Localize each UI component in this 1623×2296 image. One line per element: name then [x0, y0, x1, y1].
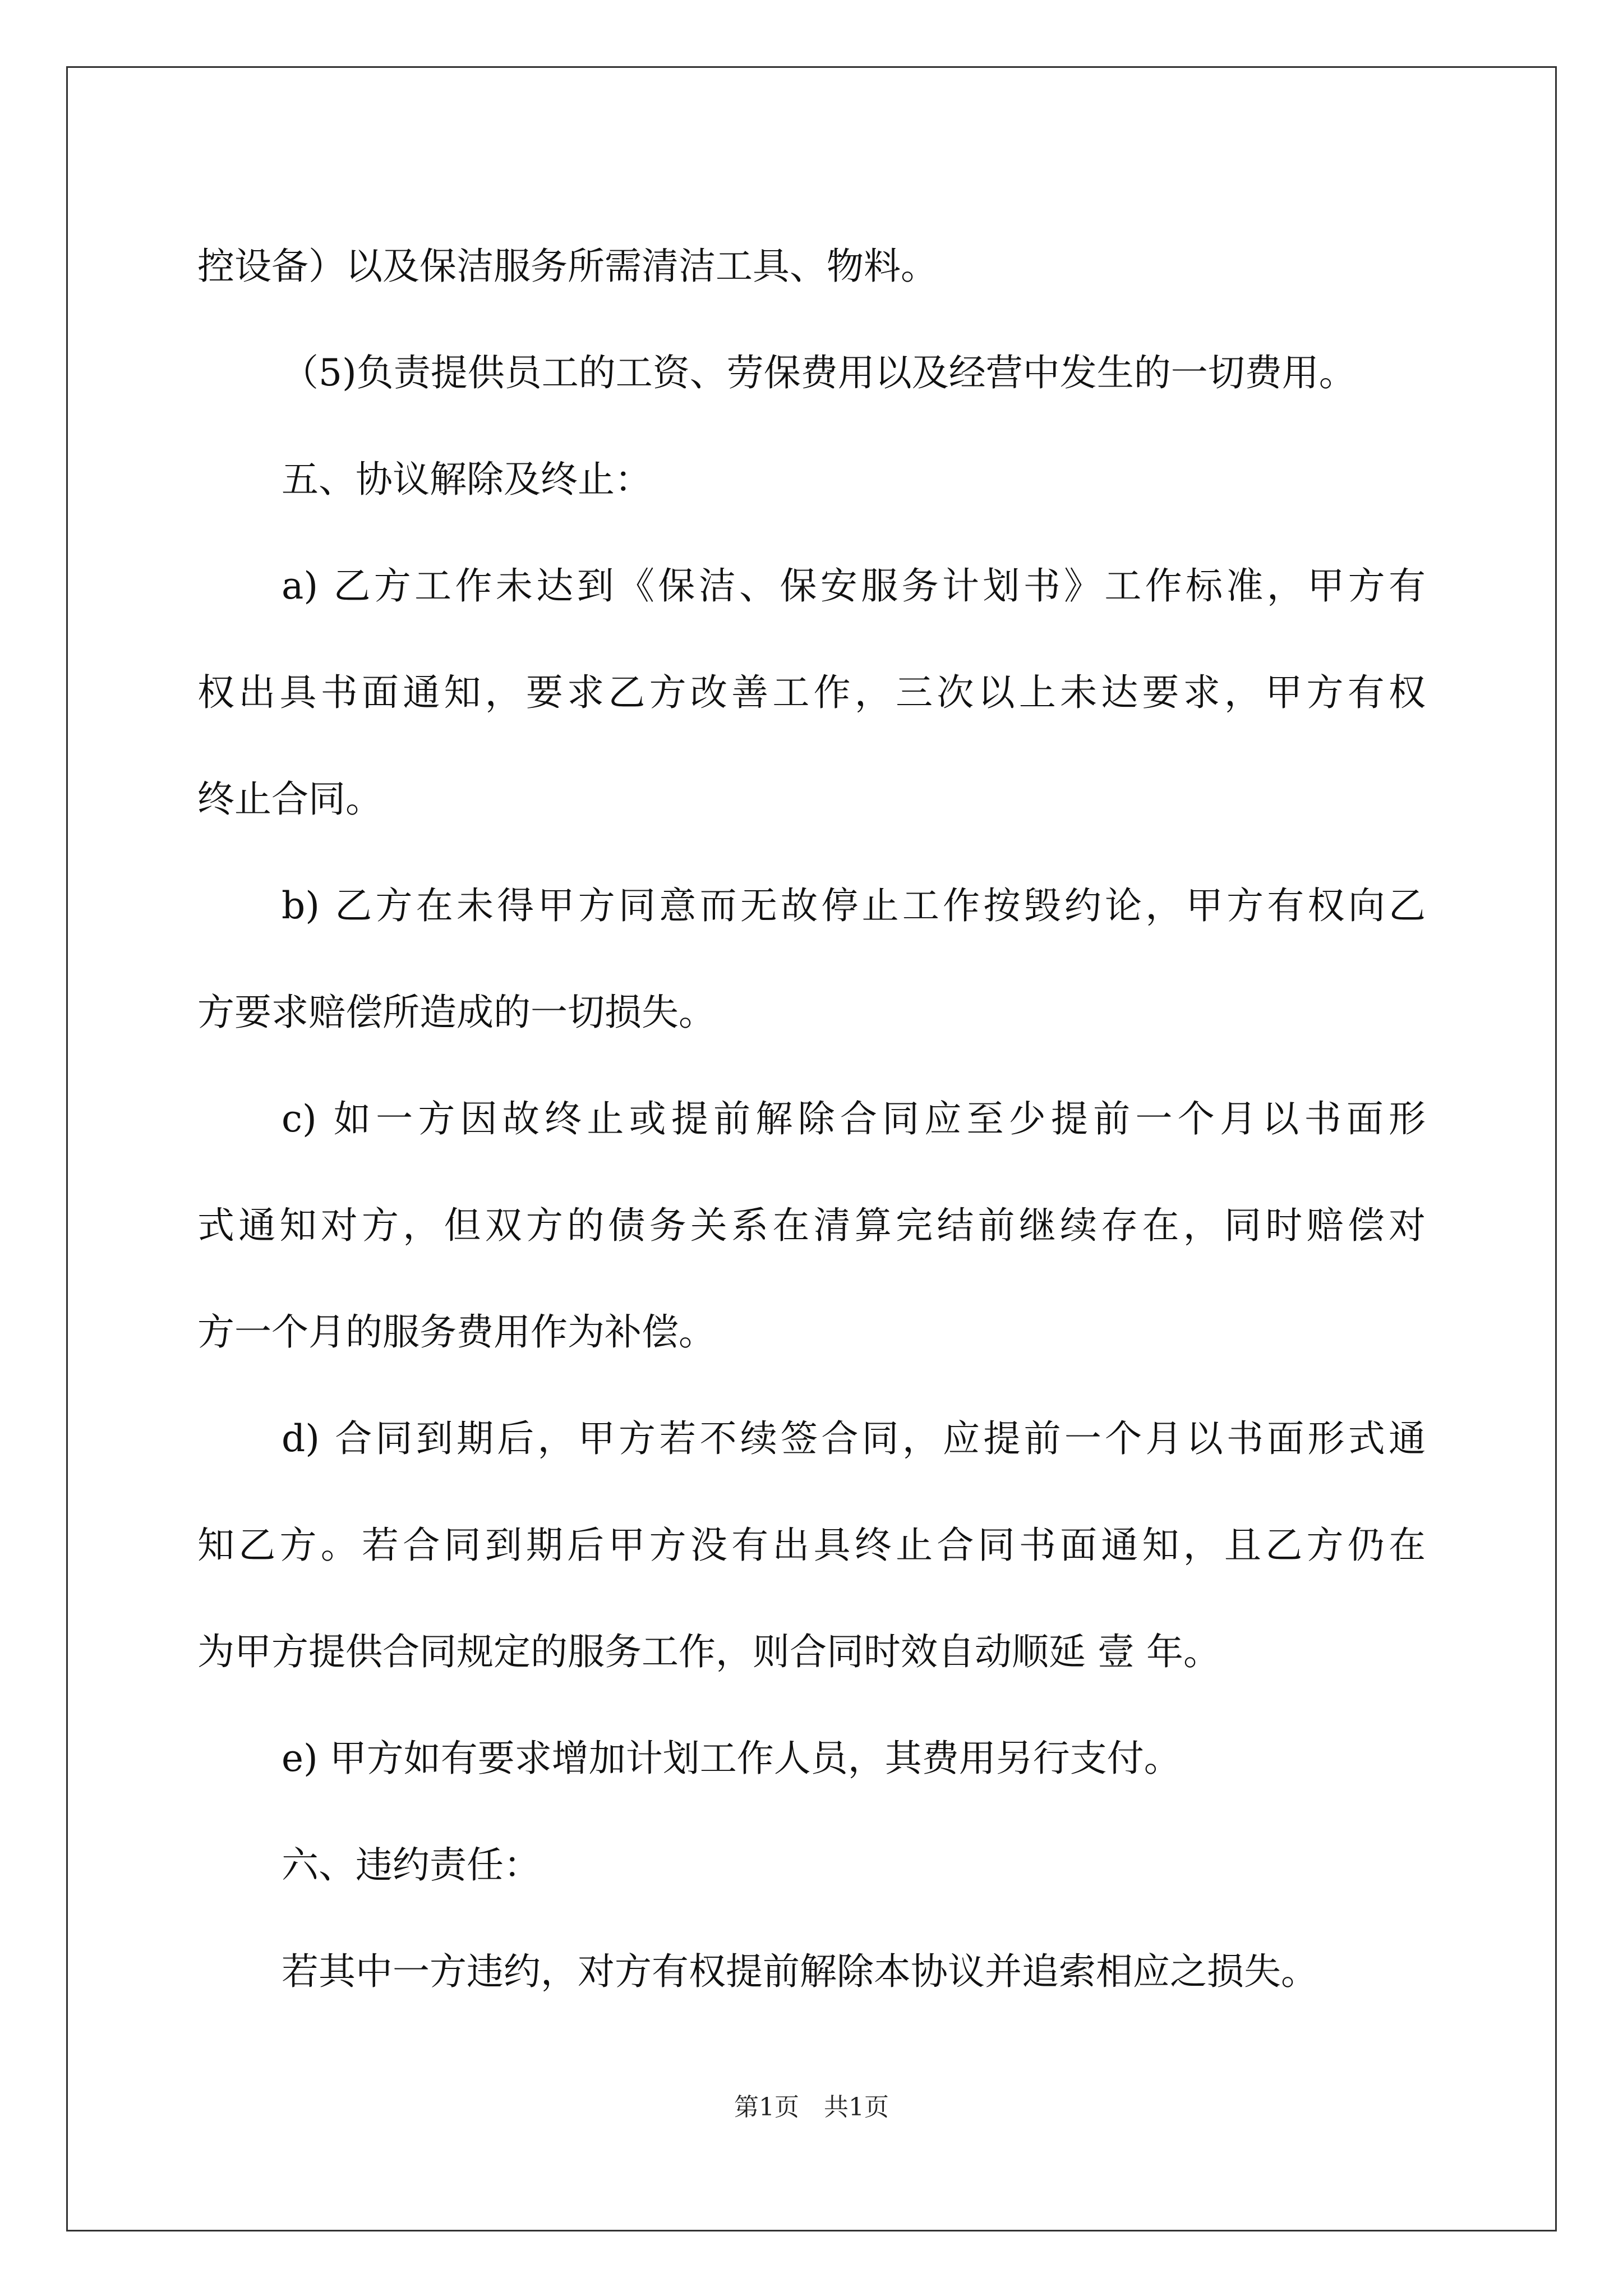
- text-line: 方要求赔偿所造成的一切损失。: [197, 991, 716, 1034]
- text-line: （5)负责提供员工的工资、劳保费用以及经营中发生的一切费用。: [282, 351, 1356, 394]
- text-line: 式通知对方，但双方的债务关系在清算完结前继续存在，同时赔偿对: [197, 1204, 1426, 1247]
- text-line: 权出具书面通知，要求乙方改善工作，三次以上未达要求，甲方有权: [197, 671, 1426, 714]
- text-line: a) 乙方工作未达到《保洁、保安服务计划书》工作标准，甲方有: [282, 564, 1426, 608]
- document-body: [197, 213, 1426, 2025]
- text-line: b) 乙方在未得甲方同意而无故停止工作按毁约论，甲方有权向乙: [282, 884, 1426, 927]
- text-line: c) 如一方因故终止或提前解除合同应至少提前一个月以书面形: [282, 1097, 1426, 1140]
- text-line: e) 甲方如有要求增加计划工作人员，其费用另行支付。: [282, 1737, 1181, 1780]
- text-line: d) 合同到期后，甲方若不续签合同，应提前一个月以书面形式通: [282, 1417, 1426, 1460]
- text-line: 控设备）以及保洁服务所需清洁工具、物料。: [197, 245, 938, 288]
- section-heading: 六、违约责任：: [282, 1843, 541, 1887]
- text-line: 知乙方。若合同到期后甲方没有出具终止合同书面通知，且乙方仍在: [197, 1524, 1426, 1567]
- text-line: 终止合同。: [197, 777, 382, 821]
- section-heading: 五、协议解除及终止：: [282, 458, 652, 501]
- page-number-footer: [0, 2087, 1623, 2123]
- text-line: 为甲方提供合同规定的服务工作，则合同时效自动顺延 壹 年。: [197, 1630, 1220, 1673]
- text-line: 若其中一方违约，对方有权提前解除本协议并追索相应之损失。: [282, 1950, 1318, 1993]
- text-line: 方一个月的服务费用作为补偿。: [197, 1310, 716, 1354]
- page-number-label: 第1页 共1页: [734, 2093, 889, 2122]
